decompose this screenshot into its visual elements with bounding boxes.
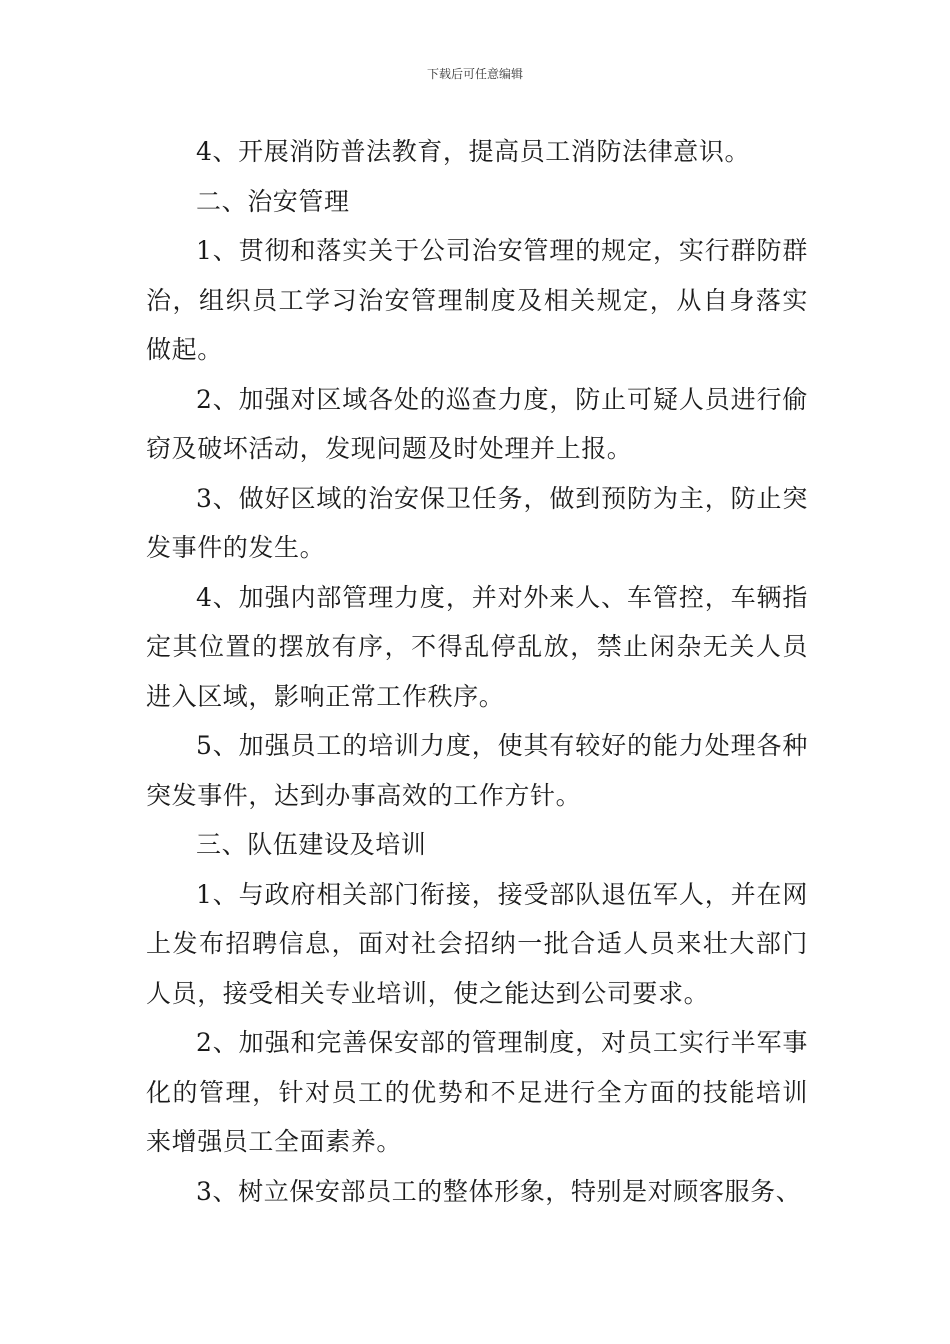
paragraph-image: 3、树立保安部员工的整体形象，特别是对顾客服务、 — [196, 1176, 802, 1206]
paragraph-management-system: 2、加强和完善保安部的管理制度，对员工实行半军事化的管理，针对员工的优势和不足进行全方面的技能培训来增强员工全面素养。 — [146, 1028, 808, 1156]
paragraph-internal-management: 4、加强内部管理力度，并对外来人、车管控，车辆指定其位置的摆放有序，不得乱停乱放，禁止闲杂无关人员进入区域，影响正常工作秩序。 — [146, 582, 808, 711]
section-heading-team-building: 三、队伍建设及培训 — [196, 830, 427, 859]
paragraph-recruitment: 1、与政府相关部门衔接，接受部队退伍军人，并在网上发布招聘信息，面对社会招纳一批合适人员来壮大部门人员，接受相关专业培训，使之能达到公司要求。 — [146, 879, 808, 1008]
paragraph-training: 5、加强员工的培训力度，使其有较好的能力处理各种突发事件，达到办事高效的工作方针。 — [146, 731, 808, 810]
paragraph-fire-law-education: 4、开展消防普法教育，提高员工消防法律意识。 — [196, 137, 751, 166]
paragraph-security-regulations: 1、贯彻和落实关于公司治安管理的规定，实行群防群治，组织员工学习治安管理制度及相关规定，从自身落实做起。 — [146, 236, 808, 364]
paragraph-prevention: 3、做好区域的治安保卫任务，做到预防为主，防止突发事件的发生。 — [146, 483, 808, 562]
document-body — [146, 127, 808, 1216]
page-header: 下载后可任意编辑 — [426, 67, 523, 81]
paragraph-patrol: 2、加强对区域各处的巡查力度，防止可疑人员进行偷窃及破坏活动，发现问题及时处理并上报。 — [146, 384, 808, 463]
section-heading-public-security: 二、治安管理 — [196, 186, 350, 216]
